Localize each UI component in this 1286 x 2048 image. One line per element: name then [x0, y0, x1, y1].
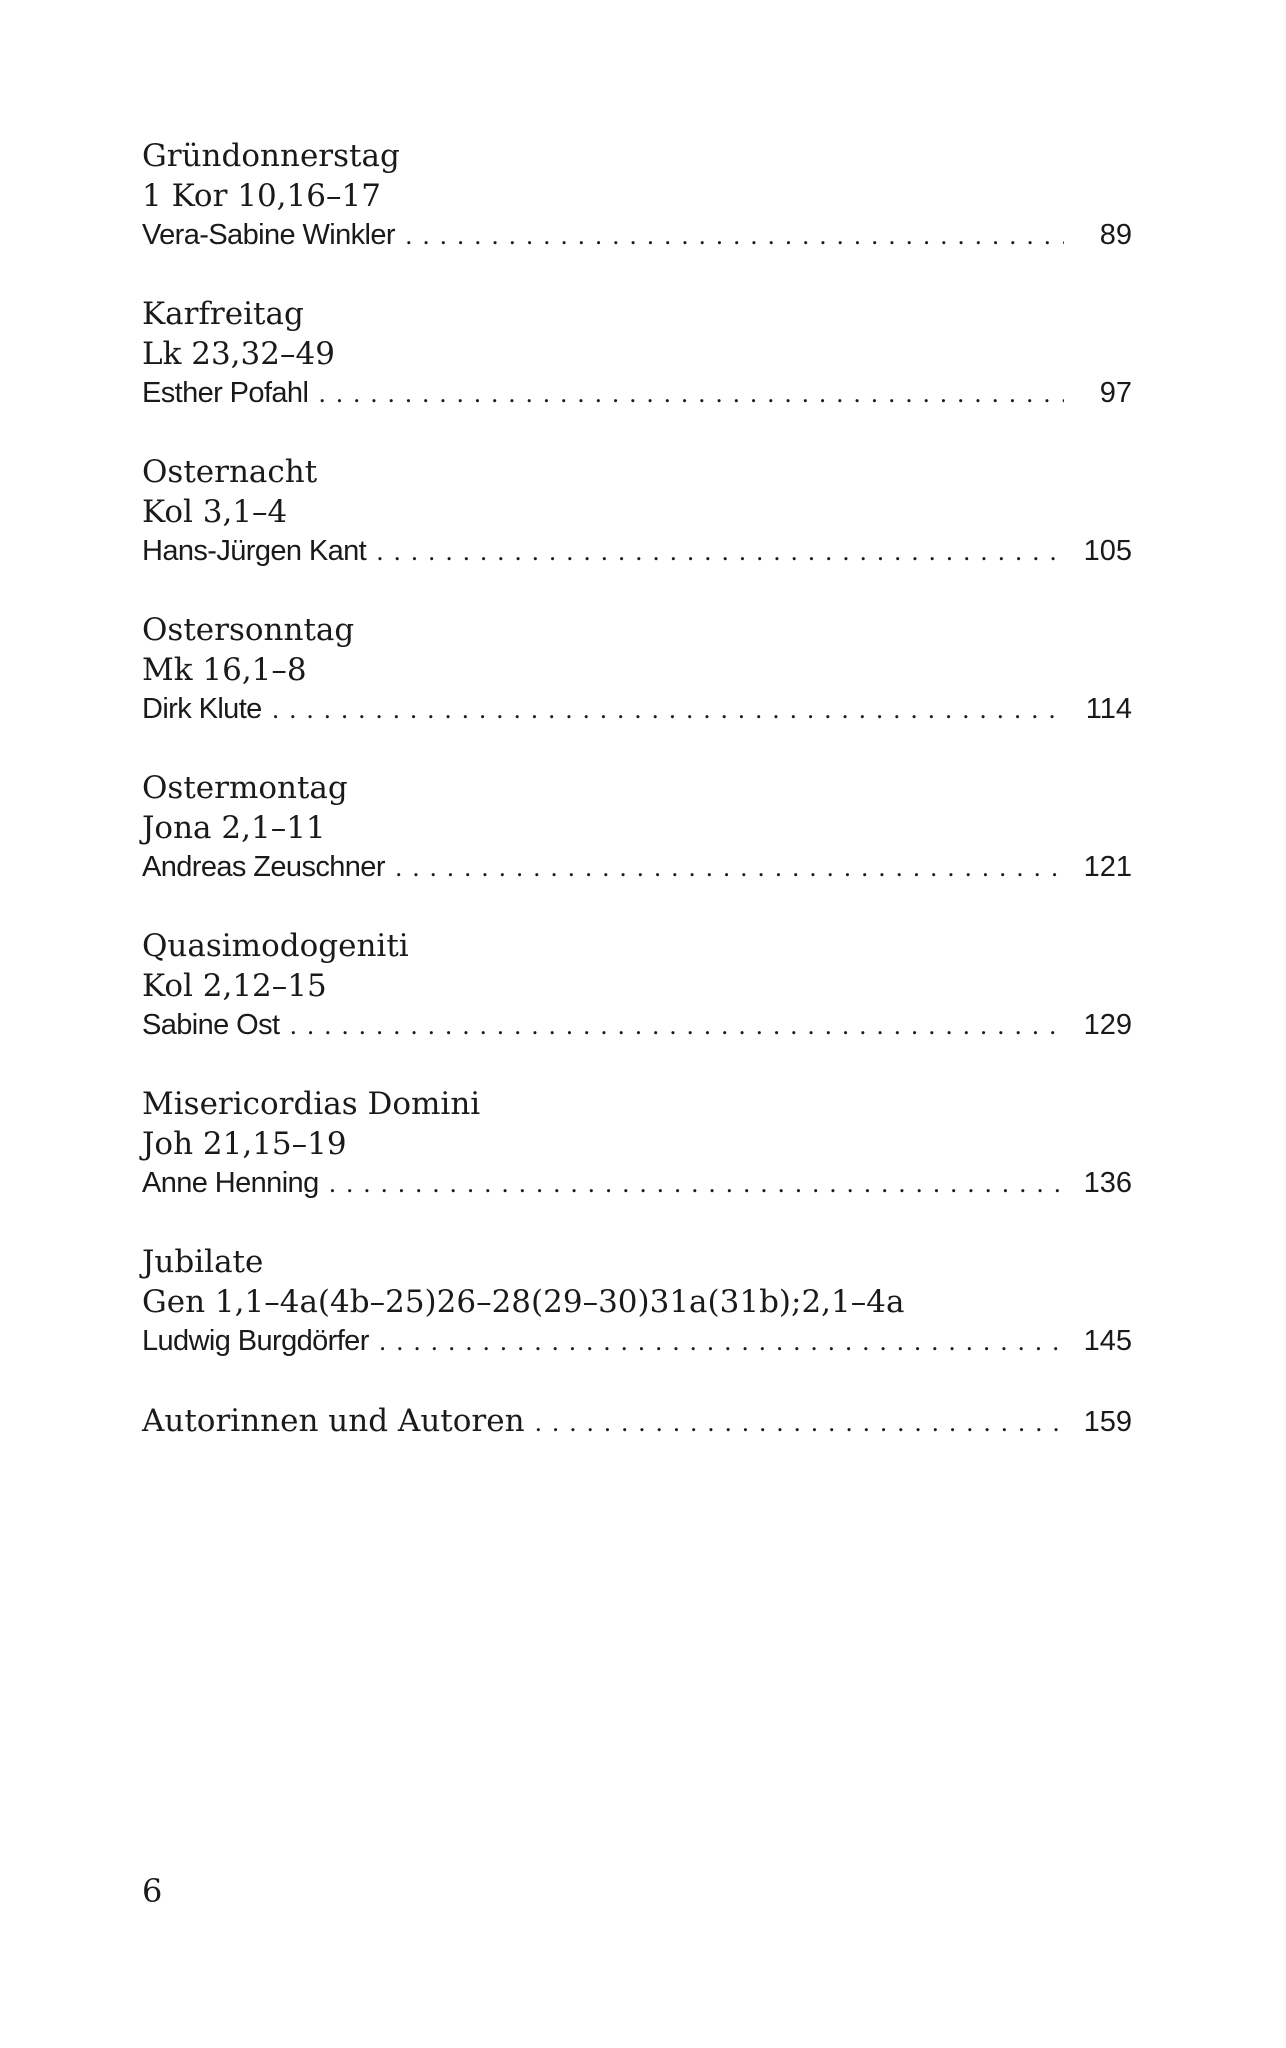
page-number: 89: [1099, 219, 1132, 251]
bible-passage: Kol 2,12–15: [142, 968, 327, 1004]
bible-passage: Gen 1,1–4a(4b–25)26–28(29–30)31a(31b);2,1–4a: [142, 1284, 905, 1320]
bible-passage: Joh 21,15–19: [142, 1126, 347, 1162]
author-line: [142, 1320, 1132, 1362]
bible-passage: Kol 3,1–4: [142, 494, 288, 530]
author-name: Anne Henning: [142, 1167, 319, 1199]
toc-entry: [142, 926, 1132, 1046]
bible-passage: Jona 2,1–11: [142, 810, 326, 846]
author-name: Vera-Sabine Winkler: [142, 219, 395, 251]
feast-title: Osternacht: [142, 454, 318, 490]
dot-leader: [379, 1321, 1064, 1363]
toc-entry: [142, 768, 1132, 888]
feast-title: Jubilate: [142, 1244, 264, 1280]
feast-title: Misericordias Domini: [142, 1086, 481, 1122]
bible-passage: 1 Kor 10,16–17: [142, 178, 381, 214]
bible-passage: Mk 16,1–8: [142, 652, 307, 688]
toc-entry: [142, 610, 1132, 730]
table-of-contents: [142, 136, 1132, 1442]
author-name: Esther Pofahl: [142, 377, 309, 409]
page-number: 129: [1083, 1009, 1132, 1041]
author-line: [142, 214, 1132, 256]
feast-title: Ostersonntag: [142, 612, 355, 648]
feast-title: Gründonnerstag: [142, 138, 400, 174]
page-number: 136: [1083, 1167, 1132, 1199]
feast-title: Ostermontag: [142, 770, 348, 806]
dot-leader: [329, 1163, 1064, 1205]
toc-closing-entry: [142, 1400, 1132, 1442]
dot-leader: [289, 1005, 1064, 1047]
dot-leader: [376, 531, 1064, 573]
feast-title: Karfreitag: [142, 296, 304, 332]
author-line: [142, 372, 1132, 414]
dot-leader: [535, 1402, 1064, 1444]
toc-entry: [142, 452, 1132, 572]
page-number: 121: [1083, 851, 1132, 883]
toc-entry: [142, 1242, 1132, 1362]
bible-passage: Lk 23,32–49: [142, 336, 335, 372]
author-name: Andreas Zeuschner: [142, 851, 385, 883]
feast-title: Quasimodogeniti: [142, 928, 409, 964]
toc-entry: [142, 1084, 1132, 1204]
page-number: 114: [1085, 693, 1132, 725]
dot-leader: [395, 847, 1064, 889]
author-name: Ludwig Burgdörfer: [142, 1325, 369, 1357]
page-number: 97: [1099, 377, 1132, 409]
toc-entry: [142, 136, 1132, 256]
folio-page-number: 6: [142, 1872, 163, 1910]
author-line: [142, 1004, 1132, 1046]
dot-leader: [405, 215, 1064, 257]
author-line: [142, 846, 1132, 888]
page-number: 159: [1083, 1406, 1132, 1438]
author-line: [142, 688, 1132, 730]
author-line: [142, 1162, 1132, 1204]
dot-leader: [318, 373, 1064, 415]
page-number: 105: [1083, 535, 1132, 567]
author-line: [142, 530, 1132, 572]
page-number: 145: [1083, 1325, 1132, 1357]
dot-leader: [272, 689, 1064, 731]
author-name: Dirk Klute: [142, 693, 262, 725]
closing-title: Autorinnen und Autoren: [142, 1403, 525, 1439]
author-name: Hans-Jürgen Kant: [142, 535, 367, 567]
author-name: Sabine Ost: [142, 1009, 280, 1041]
toc-entry: [142, 294, 1132, 414]
